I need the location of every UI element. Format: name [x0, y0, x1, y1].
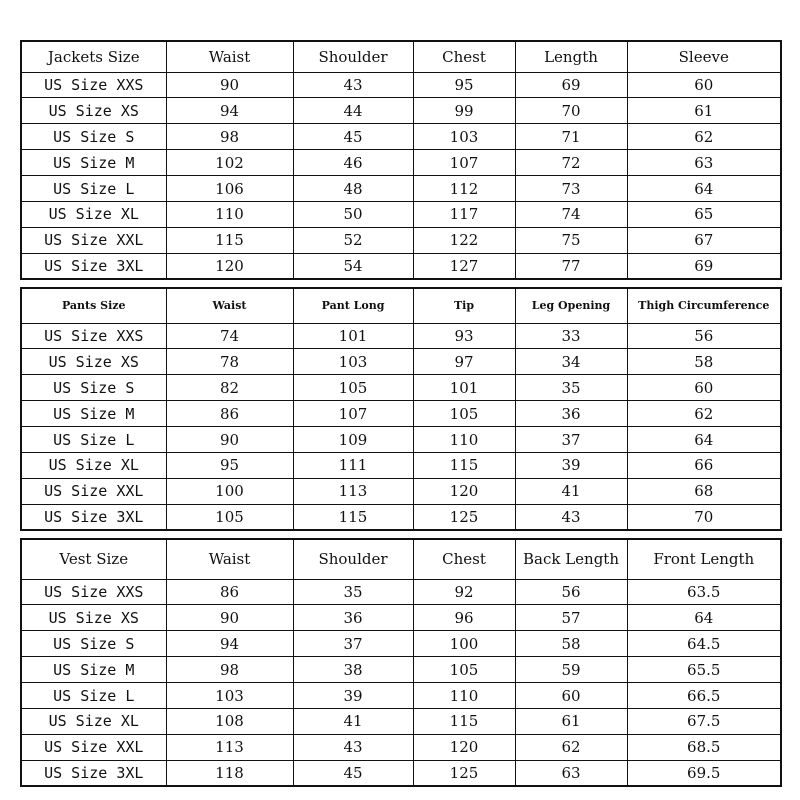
table-row: [21, 760, 781, 786]
measurement-cell: 65.5: [627, 657, 781, 683]
measurement-cell: 66: [627, 452, 781, 478]
measurement-cell: 69: [515, 72, 627, 98]
pants-size-table: [20, 287, 782, 531]
measurement-cell: 90: [166, 427, 293, 453]
measurement-cell: 90: [166, 605, 293, 631]
measurement-cell: 117: [413, 201, 515, 227]
measurement-cell: 95: [166, 452, 293, 478]
measurement-cell: 36: [515, 401, 627, 427]
measurement-cell: 61: [515, 708, 627, 734]
vest-size-table: [20, 538, 782, 787]
measurement-cell: 63.5: [627, 579, 781, 605]
jackets-header-cell: Length: [515, 41, 627, 72]
measurement-cell: 111: [293, 452, 413, 478]
pants-header-cell: Pant Long: [293, 288, 413, 323]
measurement-cell: 63: [627, 150, 781, 176]
measurement-cell: 113: [293, 478, 413, 504]
measurement-cell: 103: [293, 349, 413, 375]
measurement-cell: 66.5: [627, 683, 781, 709]
jackets-header-cell: Waist: [166, 41, 293, 72]
table-row: [21, 427, 781, 453]
measurement-cell: 90: [166, 72, 293, 98]
table-row: [21, 253, 781, 279]
measurement-cell: 73: [515, 176, 627, 202]
measurement-cell: 86: [166, 579, 293, 605]
table-row: [21, 349, 781, 375]
measurement-cell: 97: [413, 349, 515, 375]
measurement-cell: 68.5: [627, 734, 781, 760]
measurement-cell: 69.5: [627, 760, 781, 786]
table-row: [21, 227, 781, 253]
vest-header-cell: Shoulder: [293, 539, 413, 579]
measurement-cell: 58: [515, 631, 627, 657]
size-label-cell: US Size 3XL: [21, 760, 166, 786]
table-row: [21, 201, 781, 227]
measurement-cell: 96: [413, 605, 515, 631]
measurement-cell: 101: [293, 323, 413, 349]
size-label-cell: US Size XXL: [21, 478, 166, 504]
measurement-cell: 39: [515, 452, 627, 478]
size-label-cell: US Size M: [21, 657, 166, 683]
measurement-cell: 122: [413, 227, 515, 253]
table-row: [21, 683, 781, 709]
measurement-cell: 39: [293, 683, 413, 709]
vest-header-cell: Back Length: [515, 539, 627, 579]
jackets-header-cell: Chest: [413, 41, 515, 72]
measurement-cell: 94: [166, 631, 293, 657]
measurement-cell: 106: [166, 176, 293, 202]
pants-header-cell: Pants Size: [21, 288, 166, 323]
measurement-cell: 45: [293, 124, 413, 150]
pants-header-cell: Tip: [413, 288, 515, 323]
size-label-cell: US Size XL: [21, 708, 166, 734]
measurement-cell: 67.5: [627, 708, 781, 734]
table-row: [21, 98, 781, 124]
measurement-cell: 100: [413, 631, 515, 657]
measurement-cell: 63: [515, 760, 627, 786]
measurement-cell: 60: [627, 375, 781, 401]
measurement-cell: 50: [293, 201, 413, 227]
measurement-cell: 52: [293, 227, 413, 253]
measurement-cell: 113: [166, 734, 293, 760]
measurement-cell: 60: [627, 72, 781, 98]
measurement-cell: 77: [515, 253, 627, 279]
jackets-size-table: [20, 40, 782, 280]
measurement-cell: 115: [413, 452, 515, 478]
size-label-cell: US Size XS: [21, 605, 166, 631]
measurement-cell: 56: [627, 323, 781, 349]
measurement-cell: 38: [293, 657, 413, 683]
size-label-cell: US Size L: [21, 427, 166, 453]
measurement-cell: 64.5: [627, 631, 781, 657]
measurement-cell: 58: [627, 349, 781, 375]
measurement-cell: 86: [166, 401, 293, 427]
vest-header-cell: Chest: [413, 539, 515, 579]
measurement-cell: 45: [293, 760, 413, 786]
measurement-cell: 64: [627, 176, 781, 202]
measurement-cell: 110: [413, 427, 515, 453]
measurement-cell: 62: [515, 734, 627, 760]
measurement-cell: 120: [413, 478, 515, 504]
table-row: [21, 72, 781, 98]
size-label-cell: US Size XXS: [21, 72, 166, 98]
measurement-cell: 37: [293, 631, 413, 657]
measurement-cell: 65: [627, 201, 781, 227]
measurement-cell: 67: [627, 227, 781, 253]
measurement-cell: 68: [627, 478, 781, 504]
measurement-cell: 101: [413, 375, 515, 401]
measurement-cell: 100: [166, 478, 293, 504]
size-label-cell: US Size 3XL: [21, 253, 166, 279]
measurement-cell: 98: [166, 657, 293, 683]
measurement-cell: 94: [166, 98, 293, 124]
measurement-cell: 127: [413, 253, 515, 279]
table-row: [21, 657, 781, 683]
measurement-cell: 59: [515, 657, 627, 683]
pants-header-cell: Waist: [166, 288, 293, 323]
measurement-cell: 74: [166, 323, 293, 349]
measurement-cell: 98: [166, 124, 293, 150]
measurement-cell: 102: [166, 150, 293, 176]
pants-header-cell: Thigh Circumference: [627, 288, 781, 323]
vest-header-row: [21, 539, 781, 579]
measurement-cell: 62: [627, 401, 781, 427]
size-label-cell: US Size S: [21, 124, 166, 150]
jackets-header-cell: Sleeve: [627, 41, 781, 72]
vest-header-cell: Waist: [166, 539, 293, 579]
table-row: [21, 323, 781, 349]
size-label-cell: US Size XS: [21, 98, 166, 124]
measurement-cell: 44: [293, 98, 413, 124]
measurement-cell: 115: [413, 708, 515, 734]
table-row: [21, 124, 781, 150]
measurement-cell: 115: [293, 504, 413, 530]
vest-header-cell: Front Length: [627, 539, 781, 579]
measurement-cell: 75: [515, 227, 627, 253]
measurement-cell: 35: [293, 579, 413, 605]
table-row: [21, 150, 781, 176]
measurement-cell: 35: [515, 375, 627, 401]
measurement-cell: 105: [413, 657, 515, 683]
size-label-cell: US Size M: [21, 401, 166, 427]
measurement-cell: 70: [627, 504, 781, 530]
jackets-header-cell: Shoulder: [293, 41, 413, 72]
measurement-cell: 60: [515, 683, 627, 709]
size-label-cell: US Size XXS: [21, 579, 166, 605]
size-label-cell: US Size S: [21, 375, 166, 401]
table-row: [21, 375, 781, 401]
measurement-cell: 34: [515, 349, 627, 375]
measurement-cell: 120: [413, 734, 515, 760]
measurement-cell: 64: [627, 605, 781, 631]
size-label-cell: US Size S: [21, 631, 166, 657]
measurement-cell: 64: [627, 427, 781, 453]
table-row: [21, 579, 781, 605]
table-row: [21, 605, 781, 631]
measurement-cell: 70: [515, 98, 627, 124]
measurement-cell: 103: [166, 683, 293, 709]
measurement-cell: 105: [293, 375, 413, 401]
measurement-cell: 71: [515, 124, 627, 150]
size-label-cell: US Size XXS: [21, 323, 166, 349]
measurement-cell: 54: [293, 253, 413, 279]
measurement-cell: 108: [166, 708, 293, 734]
table-row: [21, 452, 781, 478]
measurement-cell: 37: [515, 427, 627, 453]
table-row: [21, 176, 781, 202]
size-label-cell: US Size M: [21, 150, 166, 176]
table-row: [21, 478, 781, 504]
measurement-cell: 120: [166, 253, 293, 279]
measurement-cell: 105: [166, 504, 293, 530]
size-label-cell: US Size XL: [21, 201, 166, 227]
measurement-cell: 78: [166, 349, 293, 375]
measurement-cell: 118: [166, 760, 293, 786]
measurement-cell: 105: [413, 401, 515, 427]
vest-header-cell: Vest Size: [21, 539, 166, 579]
size-label-cell: US Size XXL: [21, 734, 166, 760]
measurement-cell: 115: [166, 227, 293, 253]
pants-header-row: [21, 288, 781, 323]
measurement-cell: 69: [627, 253, 781, 279]
measurement-cell: 48: [293, 176, 413, 202]
table-row: [21, 631, 781, 657]
measurement-cell: 62: [627, 124, 781, 150]
size-label-cell: US Size L: [21, 176, 166, 202]
table-row: [21, 401, 781, 427]
measurement-cell: 99: [413, 98, 515, 124]
measurement-cell: 125: [413, 760, 515, 786]
size-label-cell: US Size XXL: [21, 227, 166, 253]
measurement-cell: 46: [293, 150, 413, 176]
measurement-cell: 95: [413, 72, 515, 98]
table-row: [21, 504, 781, 530]
measurement-cell: 92: [413, 579, 515, 605]
size-label-cell: US Size XL: [21, 452, 166, 478]
table-row: [21, 734, 781, 760]
measurement-cell: 110: [166, 201, 293, 227]
measurement-cell: 109: [293, 427, 413, 453]
measurement-cell: 112: [413, 176, 515, 202]
measurement-cell: 103: [413, 124, 515, 150]
measurement-cell: 43: [293, 72, 413, 98]
measurement-cell: 41: [515, 478, 627, 504]
measurement-cell: 82: [166, 375, 293, 401]
measurement-cell: 125: [413, 504, 515, 530]
table-row: [21, 708, 781, 734]
measurement-cell: 74: [515, 201, 627, 227]
size-label-cell: US Size XS: [21, 349, 166, 375]
measurement-cell: 110: [413, 683, 515, 709]
jackets-header-cell: Jackets Size: [21, 41, 166, 72]
jackets-header-row: [21, 41, 781, 72]
measurement-cell: 56: [515, 579, 627, 605]
measurement-cell: 57: [515, 605, 627, 631]
measurement-cell: 107: [293, 401, 413, 427]
measurement-cell: 72: [515, 150, 627, 176]
measurement-cell: 43: [515, 504, 627, 530]
measurement-cell: 93: [413, 323, 515, 349]
measurement-cell: 41: [293, 708, 413, 734]
measurement-cell: 107: [413, 150, 515, 176]
measurement-cell: 61: [627, 98, 781, 124]
size-label-cell: US Size 3XL: [21, 504, 166, 530]
measurement-cell: 43: [293, 734, 413, 760]
measurement-cell: 36: [293, 605, 413, 631]
size-label-cell: US Size L: [21, 683, 166, 709]
measurement-cell: 33: [515, 323, 627, 349]
pants-header-cell: Leg Opening: [515, 288, 627, 323]
